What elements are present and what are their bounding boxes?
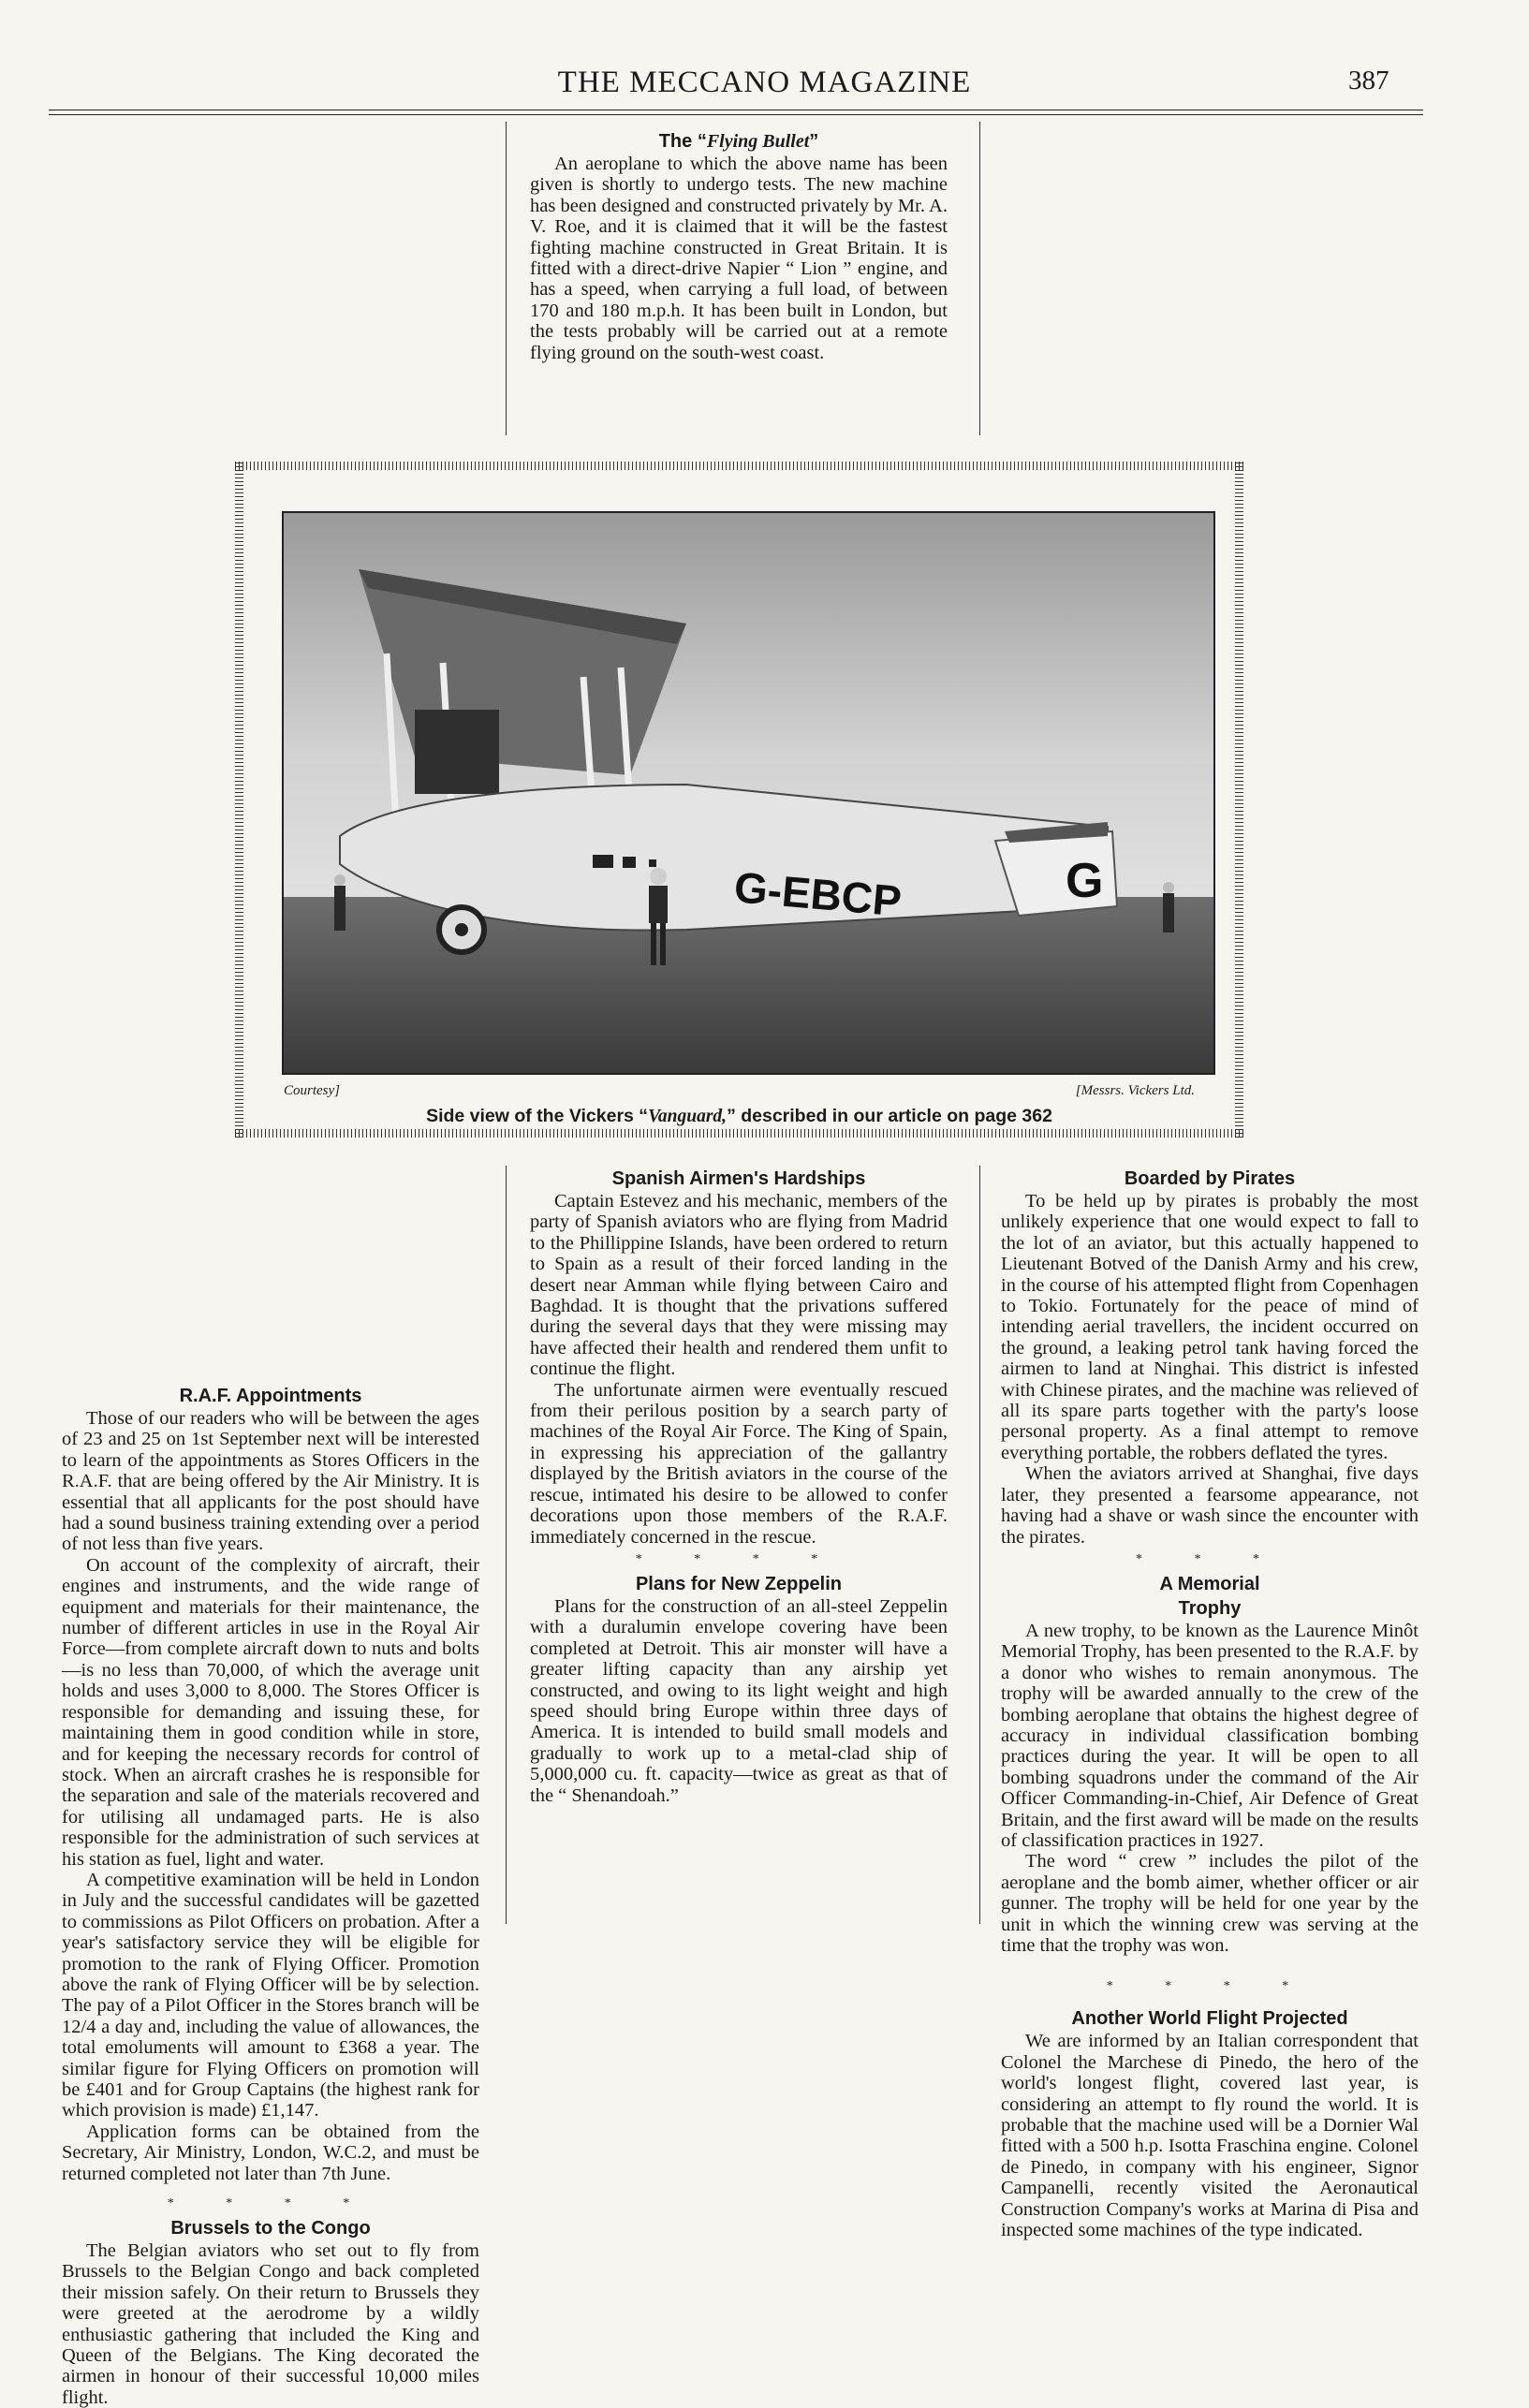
column-middle-lower <box>530 1167 948 1806</box>
memorial-paragraph-1: A new trophy, to be known as the Laurence Minôt Memorial Trophy, has been presented to the R.A.F. by a donor who wishes to remain anonymous. The trophy will be awarded annually to the crew of the bombing aeroplane that obtains the highest degree of accuracy in individual classification bombing practices during the year. It will be open to all bombing squadrons under the command of the Air Officer Commanding-in-Chief, Air Defence of Great Britain, and the first award will be made on the results of classification practices in 1927. <box>1001 1620 1419 1851</box>
photo-credit-right: [Messrs. Vickers Ltd. <box>1075 1083 1195 1098</box>
bullet-paragraph: An aeroplane to which the above name has been given is shortly to undergo tests. The new machine has been designed and constructed privately by Mr. A. V. Roe, and it is claimed that it will be the fastest fighting machine constructed in Great Britain. It is fitted with a direct-drive Napier “ Lion ” engine, and has a speed, when carrying a full load, of between 170 and 180 m.p.h. It has been built in London, but the tests probably will be carried out at a remote flying ground on the south-west coast. <box>530 154 948 363</box>
heading-memorial-line1: A Memorial <box>1159 1573 1260 1594</box>
section-separator: * * * <box>1136 1551 1284 1566</box>
header-rule-thin <box>49 114 1423 115</box>
heading-boarded-pirates: Boarded by Pirates <box>1124 1168 1296 1189</box>
figure-caption <box>235 1106 1243 1127</box>
pirates-paragraph-1: To be held up by pirates is probably the most unlikely experience that one would expect to fall to the lot of an aviator, but this actually happened to Lieutenant Botved of the Danish Army and his crew, in the course of his attempted flight from Copenhagen to Tokio. Fortunately for the peace of mind of intending aerial travellers, the incident occurred on the ground, a leaking petrol tank having forced the airmen to land at Ninghai. This district is infested with Chinese pirates, and the machine was relieved of all its spare parts together with the party's loose personal property. As a final attempt to remove everything portable, the robbers deflated the tyres. <box>1001 1191 1419 1463</box>
caption-text-pre: Side view of the Vickers “ <box>426 1106 649 1126</box>
column-divider-right <box>979 122 980 435</box>
memorial-paragraph-2: The word “ crew ” includes the pilot of the aeroplane and the bomb aimer, whether officer or air gunner. The trophy will be held for one year by the unit in which the winning crew was serving at the time that the trophy was won. <box>1001 1851 1419 1956</box>
person-figure-right <box>1163 882 1174 932</box>
spanish-paragraph-1: Captain Estevez and his mechanic, members of the party of Spanish aviators who are flying from Madrid to the Phillippine Islands, have been ordered to return to Spain as a result of their forced landing in the desert near Amman while flying between Cairo and Baghdad. It is thought that the privations suffered during the several days that they were missing may have affected their health and rendered them unfit to continue the flight. <box>530 1191 948 1380</box>
raf-paragraph-2: On account of the complexity of aircraft, their engines and instruments, and the wide range of equipment and materials for their maintenance, the number of different articles in use in the Royal Air Force—from complete aircraft down to nuts and bolts—is no less than 70,000, of which the average unit holds and uses 3,000 to 8,000. The Stores Officer is responsible for demanding and issuing these, for maintaining them in good condition while in store, and for keeping the necessary records for control of stock. When an aircraft crashes he is responsible for the separation and sale of the materials recovered and for utilising all undamaged parts. He is also responsible for the administration of such services at his station as fuel, light and water. <box>62 1554 479 1870</box>
magazine-title: THE MECCANO MAGAZINE <box>557 66 972 99</box>
heading-flying-bullet <box>530 129 948 154</box>
caption-text-post: ” described in our article on page 362 <box>727 1106 1052 1126</box>
heading-new-zeppelin: Plans for New Zeppelin <box>635 1573 843 1594</box>
heading-spanish-airmen: Spanish Airmen's Hardships <box>611 1168 866 1189</box>
section-separator: * * * * <box>635 1551 843 1566</box>
aircraft-photo <box>282 511 1215 1075</box>
raf-paragraph-1: Those of our readers who will be between the ages of 23 and 25 on 1st September next will be interested to learn of the appointments as Stores Officers in the R.A.F. that are being offered by the Air Ministry. It is essential that all applicants for the post should have had a sound business training extending over a period of not less than five years. <box>62 1408 479 1555</box>
column-divider-right-lower <box>979 1166 980 1924</box>
vickers-vanguard-image <box>284 513 1213 1073</box>
heading-quote-close: ” <box>809 131 819 152</box>
heading-world-flight: Another World Flight Projected <box>1071 2008 1348 2030</box>
page-number: 387 <box>1348 66 1389 95</box>
heading-flying-bullet-title: Flying Bullet <box>706 131 810 152</box>
caption-aircraft-name: Vanguard, <box>648 1107 728 1126</box>
zeppelin-paragraph: Plans for the construction of an all-steel Zeppelin with a duralumin envelope covering have been completed at Detroit. This air monster will have a greater lifting capacity than any airship yet constructed, and owing to its light weight and high speed should bring Europe within three days of America. It is intended to build small models and gradually to work up to a metal-clad ship of 5,000,000 cu. ft. capacity—twice as great as that of the “ Shenandoah.” <box>530 1595 948 1806</box>
spanish-paragraph-2: The unfortunate airmen were eventually rescued from their perilous position by a search party of machines of the Royal Air Force. The King of Spain, in expressing his appreciation of the gallantry displayed by the British aviators in the course of the rescue, intimated his desire to be allowed to confer decorations upon those members of the R.A.F. immediately concerned in the rescue. <box>530 1379 948 1548</box>
figure-frame <box>227 453 1252 1146</box>
pirates-paragraph-2: When the aviators arrived at Shanghai, five days later, they presented a fearsome appearance, not having had a shave or wash since the encounter with the pirates. <box>1001 1463 1419 1548</box>
congo-paragraph: The Belgian aviators who set out to fly from Brussels to the Belgian Congo and back completed their mission safely. On their return to Brussels they were greeted at the aerodrome by a wildly enthusiastic gathering that included the King and Queen of the Belgians. The King decorated the airmen in honour of their successful 10,000 miles flight. <box>62 2240 479 2408</box>
heading-raf-appointments: R.A.F. Appointments <box>179 1386 362 1406</box>
heading-quote-open: The “ <box>658 131 707 152</box>
column-divider-left-lower <box>506 1166 507 1924</box>
heading-memorial-line2: Trophy <box>1178 1597 1242 1619</box>
column-right <box>1001 129 1419 2240</box>
world-paragraph: We are informed by an Italian correspondent that Colonel the Marchese di Pinedo, the hero of the world's longest flight, covered last year, is considering an attempt to fly round the world. It is probable that the machine used will be a Dornier Wal fitted with a 500 h.p. Isotta Fraschina engine. Colonel de Pinedo, in company with his engineer, Signor Campanelli, recently visited the Aeronautical Construction Company's works at Marina di Pisa and inspected some machines of the type indicated. <box>1001 2031 1419 2241</box>
tail-letter: G <box>1066 854 1104 908</box>
photo-credit-left: Courtesy] <box>284 1083 340 1098</box>
raf-paragraph-3: A competitive examination will be held in London in July and the successful candidates will be gazetted to commissions as Pilot Officers on probation. After a year's satisfactory service they will be eligible for promotion to the rank of Flying Officer. Promotion above the rank of Flying Officer will be by selection. The pay of a Pilot Officer in the Stores branch will be 12/4 a day and, including the value of allowances, the total emoluments will amount to £368 a year. The similar figure for Flying Officers on promotion will be £401 and for Group Captains (the highest rank for which provision is made) £1,147. <box>62 1869 479 2122</box>
registration-marking: G-EBCP <box>732 862 904 926</box>
heading-brussels-congo: Brussels to the Congo <box>170 2218 371 2239</box>
section-separator: * * * * <box>167 2196 375 2211</box>
column-divider-left <box>506 122 507 435</box>
engine <box>415 710 499 794</box>
heading-memorial-trophy <box>1001 1572 1419 1621</box>
section-separator: * * * * <box>1106 1979 1314 1994</box>
column-middle <box>530 129 948 363</box>
raf-paragraph-4: Application forms can be obtained from the Secretary, Air Ministry, London, W.C.2, and must be returned completed not later than 7th June. <box>62 2121 479 2184</box>
person-figure-left <box>334 874 345 931</box>
